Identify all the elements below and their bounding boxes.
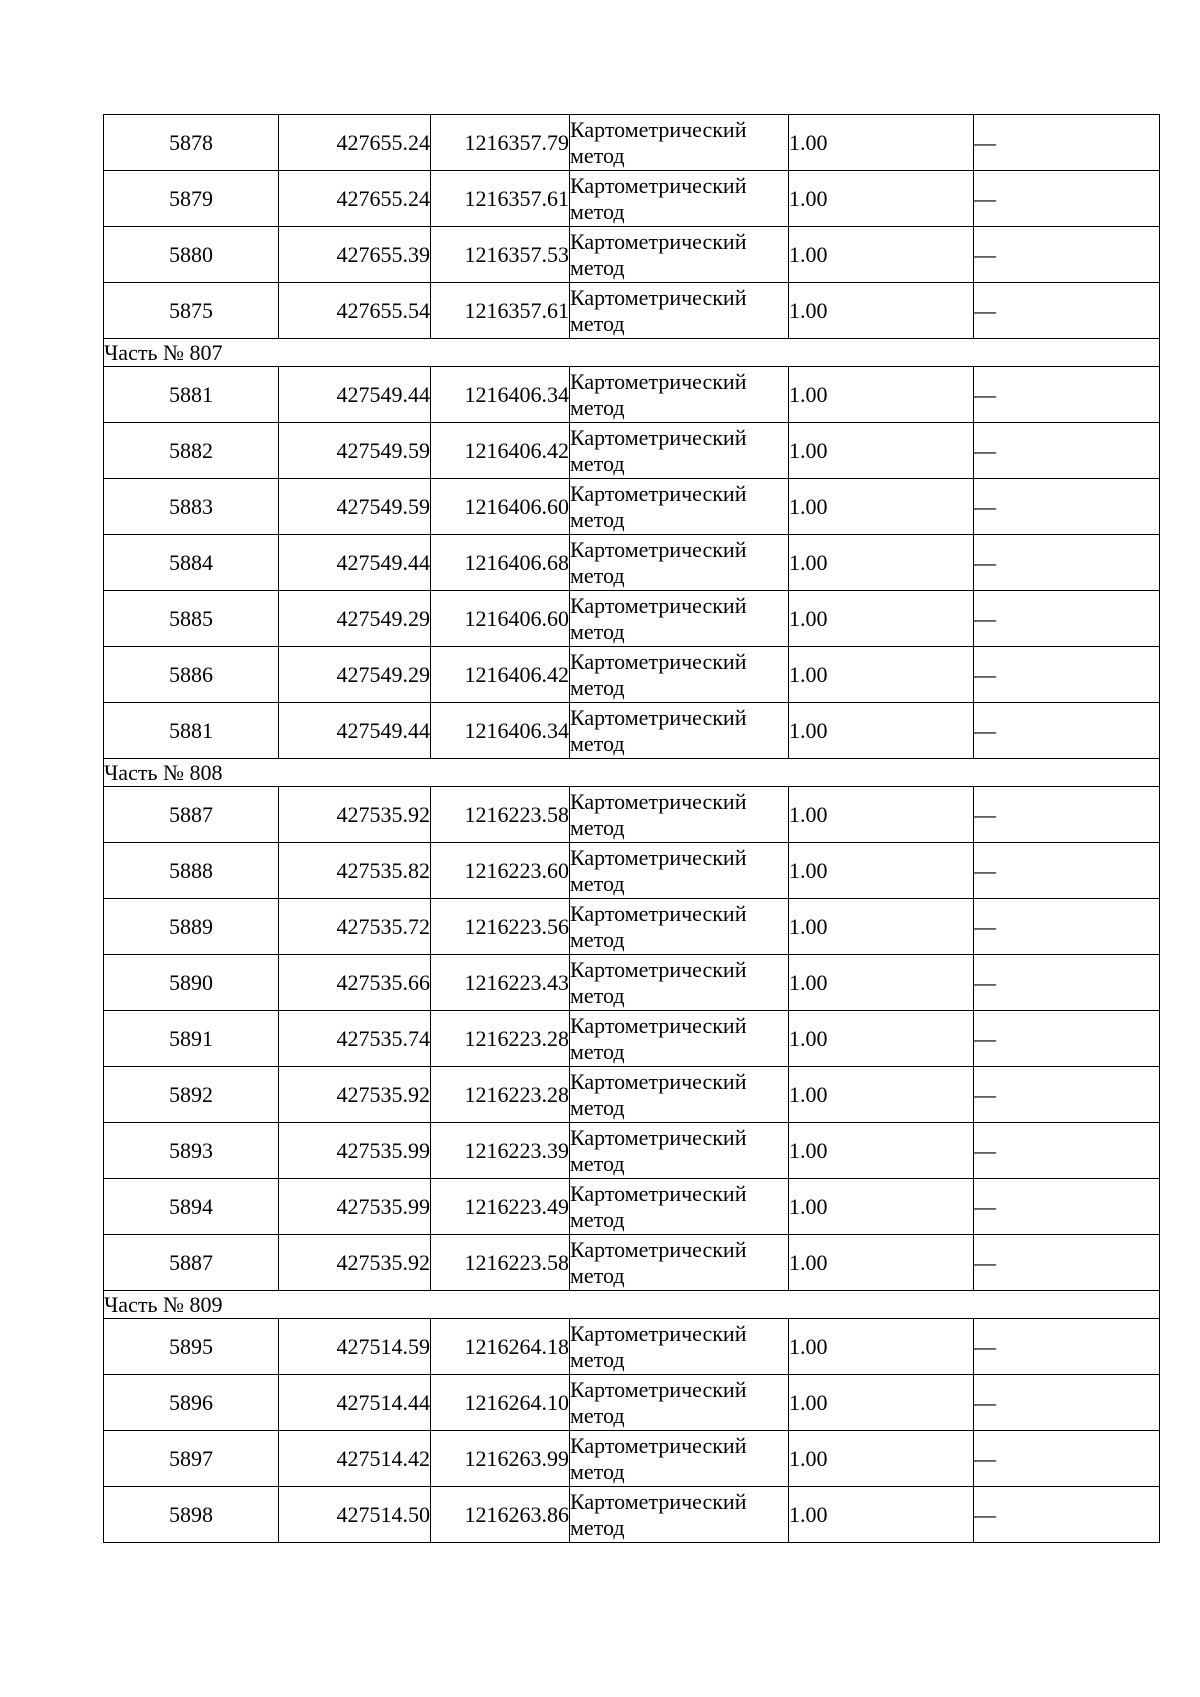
method-cell	[570, 843, 789, 899]
point-number-cell: 5896	[104, 1375, 279, 1431]
point-number-cell: 5889	[104, 899, 279, 955]
method-cell	[570, 227, 789, 283]
point-number-cell: 5878	[104, 115, 279, 171]
x-coordinate-cell: 427549.59	[279, 423, 431, 479]
accuracy-cell: 1.00	[789, 115, 974, 171]
x-coordinate-cell: 427655.24	[279, 115, 431, 171]
x-coordinate-cell: 427655.24	[279, 171, 431, 227]
method-line-2: метод	[570, 870, 625, 896]
method-line-1: Картометрический	[570, 1488, 747, 1514]
method-line-1: Картометрический	[570, 116, 747, 142]
accuracy-cell: 1.00	[789, 283, 974, 339]
accuracy-cell: 1.00	[789, 1487, 974, 1543]
method-line-2: метод	[570, 814, 625, 840]
x-coordinate-cell: 427514.44	[279, 1375, 431, 1431]
table-row	[104, 1431, 1160, 1487]
y-coordinate-cell: 1216223.60	[431, 843, 570, 899]
method-line-1: Картометрический	[570, 1432, 747, 1458]
point-number-cell: 5883	[104, 479, 279, 535]
x-coordinate-cell: 427535.74	[279, 1011, 431, 1067]
method-line-1: Картометрический	[570, 228, 747, 254]
method-cell	[570, 1431, 789, 1487]
table-row	[104, 1487, 1160, 1543]
method-line-2: метод	[570, 198, 625, 224]
x-coordinate-cell: 427535.99	[279, 1179, 431, 1235]
x-coordinate-cell: 427535.92	[279, 787, 431, 843]
point-number-cell: 5892	[104, 1067, 279, 1123]
method-cell	[570, 1235, 789, 1291]
description-cell: —	[974, 955, 1160, 1011]
method-line-2: метод	[570, 1150, 625, 1176]
method-line-2: метод	[570, 450, 625, 476]
accuracy-cell: 1.00	[789, 955, 974, 1011]
method-line-1: Картометрический	[570, 368, 747, 394]
y-coordinate-cell: 1216406.34	[431, 367, 570, 423]
point-number-cell: 5886	[104, 647, 279, 703]
y-coordinate-cell: 1216263.99	[431, 1431, 570, 1487]
description-cell: —	[974, 479, 1160, 535]
method-line-1: Картометрический	[570, 648, 747, 674]
x-coordinate-cell: 427514.42	[279, 1431, 431, 1487]
accuracy-cell: 1.00	[789, 1011, 974, 1067]
point-number-cell: 5880	[104, 227, 279, 283]
y-coordinate-cell: 1216223.56	[431, 899, 570, 955]
method-cell	[570, 955, 789, 1011]
point-number-cell: 5881	[104, 367, 279, 423]
accuracy-cell: 1.00	[789, 1123, 974, 1179]
method-cell	[570, 423, 789, 479]
point-number-cell: 5888	[104, 843, 279, 899]
method-line-2: метод	[570, 1346, 625, 1372]
method-cell	[570, 367, 789, 423]
accuracy-cell: 1.00	[789, 227, 974, 283]
x-coordinate-cell: 427549.29	[279, 591, 431, 647]
table-row	[104, 227, 1160, 283]
x-coordinate-cell: 427535.72	[279, 899, 431, 955]
description-cell: —	[974, 1487, 1160, 1543]
accuracy-cell: 1.00	[789, 591, 974, 647]
method-cell	[570, 1179, 789, 1235]
table-row	[104, 703, 1160, 759]
method-line-1: Картометрический	[570, 1012, 747, 1038]
method-line-1: Картометрический	[570, 172, 747, 198]
table-row	[104, 1375, 1160, 1431]
part-header-row	[104, 759, 1160, 787]
accuracy-cell: 1.00	[789, 1067, 974, 1123]
table-row	[104, 1319, 1160, 1375]
method-line-1: Картометрический	[570, 1180, 747, 1206]
method-line-1: Картометрический	[570, 1068, 747, 1094]
accuracy-cell: 1.00	[789, 647, 974, 703]
x-coordinate-cell: 427535.92	[279, 1235, 431, 1291]
description-cell: —	[974, 647, 1160, 703]
point-number-cell: 5882	[104, 423, 279, 479]
point-number-cell: 5891	[104, 1011, 279, 1067]
point-number-cell: 5885	[104, 591, 279, 647]
y-coordinate-cell: 1216406.68	[431, 535, 570, 591]
description-cell: —	[974, 367, 1160, 423]
description-cell: —	[974, 1067, 1160, 1123]
description-cell: —	[974, 787, 1160, 843]
table-row	[104, 955, 1160, 1011]
x-coordinate-cell: 427549.59	[279, 479, 431, 535]
x-coordinate-cell: 427549.29	[279, 647, 431, 703]
method-line-1: Картометрический	[570, 1236, 747, 1262]
method-line-1: Картометрический	[570, 424, 747, 450]
table-row	[104, 479, 1160, 535]
y-coordinate-cell: 1216264.10	[431, 1375, 570, 1431]
x-coordinate-cell: 427535.92	[279, 1067, 431, 1123]
method-line-2: метод	[570, 926, 625, 952]
method-line-2: метод	[570, 1094, 625, 1120]
accuracy-cell: 1.00	[789, 899, 974, 955]
method-line-2: метод	[570, 674, 625, 700]
accuracy-cell: 1.00	[789, 1375, 974, 1431]
accuracy-cell: 1.00	[789, 1235, 974, 1291]
method-line-1: Картометрический	[570, 536, 747, 562]
x-coordinate-cell: 427549.44	[279, 535, 431, 591]
x-coordinate-cell: 427535.99	[279, 1123, 431, 1179]
method-cell	[570, 171, 789, 227]
method-line-2: метод	[570, 142, 625, 168]
method-line-1: Картометрический	[570, 900, 747, 926]
y-coordinate-cell: 1216406.60	[431, 591, 570, 647]
table-row	[104, 423, 1160, 479]
method-line-2: метод	[570, 506, 625, 532]
description-cell: —	[974, 591, 1160, 647]
y-coordinate-cell: 1216263.86	[431, 1487, 570, 1543]
y-coordinate-cell: 1216223.49	[431, 1179, 570, 1235]
accuracy-cell: 1.00	[789, 423, 974, 479]
point-number-cell: 5893	[104, 1123, 279, 1179]
accuracy-cell: 1.00	[789, 171, 974, 227]
point-number-cell: 5890	[104, 955, 279, 1011]
method-line-2: метод	[570, 1402, 625, 1428]
method-line-1: Картометрический	[570, 1124, 747, 1150]
y-coordinate-cell: 1216406.60	[431, 479, 570, 535]
description-cell: —	[974, 1123, 1160, 1179]
method-cell	[570, 647, 789, 703]
y-coordinate-cell: 1216264.18	[431, 1319, 570, 1375]
point-number-cell: 5898	[104, 1487, 279, 1543]
accuracy-cell: 1.00	[789, 367, 974, 423]
y-coordinate-cell: 1216406.34	[431, 703, 570, 759]
method-cell	[570, 1011, 789, 1067]
description-cell: —	[974, 703, 1160, 759]
y-coordinate-cell: 1216223.28	[431, 1067, 570, 1123]
method-line-2: метод	[570, 982, 625, 1008]
method-cell	[570, 1123, 789, 1179]
description-cell: —	[974, 423, 1160, 479]
y-coordinate-cell: 1216223.39	[431, 1123, 570, 1179]
method-cell	[570, 115, 789, 171]
table-row	[104, 1235, 1160, 1291]
table-row	[104, 843, 1160, 899]
method-cell	[570, 899, 789, 955]
point-number-cell: 5875	[104, 283, 279, 339]
table-row	[104, 591, 1160, 647]
table-row	[104, 1067, 1160, 1123]
coordinates-table	[103, 114, 1160, 1543]
description-cell: —	[974, 1179, 1160, 1235]
x-coordinate-cell: 427535.82	[279, 843, 431, 899]
x-coordinate-cell: 427535.66	[279, 955, 431, 1011]
part-header-row	[104, 1291, 1160, 1319]
part-header-row	[104, 339, 1160, 367]
point-number-cell: 5881	[104, 703, 279, 759]
y-coordinate-cell: 1216223.28	[431, 1011, 570, 1067]
point-number-cell: 5879	[104, 171, 279, 227]
table-row	[104, 787, 1160, 843]
method-line-1: Картометрический	[570, 1320, 747, 1346]
table-row	[104, 283, 1160, 339]
y-coordinate-cell: 1216223.58	[431, 1235, 570, 1291]
x-coordinate-cell: 427514.50	[279, 1487, 431, 1543]
y-coordinate-cell: 1216406.42	[431, 647, 570, 703]
method-cell	[570, 1067, 789, 1123]
method-cell	[570, 1319, 789, 1375]
method-line-1: Картометрический	[570, 480, 747, 506]
x-coordinate-cell: 427655.39	[279, 227, 431, 283]
y-coordinate-cell: 1216223.58	[431, 787, 570, 843]
table-row	[104, 535, 1160, 591]
table-row	[104, 1179, 1160, 1235]
method-line-2: метод	[570, 1262, 625, 1288]
y-coordinate-cell: 1216357.79	[431, 115, 570, 171]
accuracy-cell: 1.00	[789, 1431, 974, 1487]
y-coordinate-cell: 1216357.61	[431, 171, 570, 227]
method-cell	[570, 1375, 789, 1431]
description-cell: —	[974, 1431, 1160, 1487]
accuracy-cell: 1.00	[789, 1179, 974, 1235]
point-number-cell: 5884	[104, 535, 279, 591]
y-coordinate-cell: 1216223.43	[431, 955, 570, 1011]
x-coordinate-cell: 427655.54	[279, 283, 431, 339]
method-line-1: Картометрический	[570, 956, 747, 982]
method-line-2: метод	[570, 1038, 625, 1064]
method-line-1: Картометрический	[570, 1376, 747, 1402]
y-coordinate-cell: 1216357.61	[431, 283, 570, 339]
description-cell: —	[974, 1235, 1160, 1291]
method-line-1: Картометрический	[570, 704, 747, 730]
method-line-2: метод	[570, 1206, 625, 1232]
method-cell	[570, 1487, 789, 1543]
method-cell	[570, 787, 789, 843]
method-line-2: метод	[570, 1514, 625, 1540]
x-coordinate-cell: 427549.44	[279, 703, 431, 759]
accuracy-cell: 1.00	[789, 703, 974, 759]
table-row	[104, 171, 1160, 227]
table-row	[104, 647, 1160, 703]
description-cell: —	[974, 171, 1160, 227]
point-number-cell: 5894	[104, 1179, 279, 1235]
part-label: Часть № 807	[104, 339, 1160, 367]
description-cell: —	[974, 899, 1160, 955]
accuracy-cell: 1.00	[789, 535, 974, 591]
table-row	[104, 1123, 1160, 1179]
coordinates-table-body	[104, 115, 1160, 1543]
description-cell: —	[974, 227, 1160, 283]
accuracy-cell: 1.00	[789, 479, 974, 535]
method-cell	[570, 703, 789, 759]
method-line-1: Картометрический	[570, 284, 747, 310]
method-line-1: Картометрический	[570, 844, 747, 870]
table-row	[104, 1011, 1160, 1067]
description-cell: —	[974, 115, 1160, 171]
description-cell: —	[974, 1375, 1160, 1431]
method-cell	[570, 283, 789, 339]
y-coordinate-cell: 1216357.53	[431, 227, 570, 283]
description-cell: —	[974, 283, 1160, 339]
method-line-1: Картометрический	[570, 592, 747, 618]
method-line-2: метод	[570, 394, 625, 420]
point-number-cell: 5887	[104, 1235, 279, 1291]
method-line-2: метод	[570, 618, 625, 644]
point-number-cell: 5895	[104, 1319, 279, 1375]
y-coordinate-cell: 1216406.42	[431, 423, 570, 479]
method-line-2: метод	[570, 730, 625, 756]
table-row	[104, 367, 1160, 423]
accuracy-cell: 1.00	[789, 787, 974, 843]
method-cell	[570, 479, 789, 535]
method-line-2: метод	[570, 562, 625, 588]
table-row	[104, 899, 1160, 955]
x-coordinate-cell: 427514.59	[279, 1319, 431, 1375]
method-line-1: Картометрический	[570, 788, 747, 814]
description-cell: —	[974, 535, 1160, 591]
table-row	[104, 115, 1160, 171]
description-cell: —	[974, 1011, 1160, 1067]
method-cell	[570, 591, 789, 647]
method-line-2: метод	[570, 1458, 625, 1484]
method-cell	[570, 535, 789, 591]
point-number-cell: 5887	[104, 787, 279, 843]
method-line-2: метод	[570, 254, 625, 280]
description-cell: —	[974, 843, 1160, 899]
part-label: Часть № 808	[104, 759, 1160, 787]
part-label: Часть № 809	[104, 1291, 1160, 1319]
description-cell: —	[974, 1319, 1160, 1375]
x-coordinate-cell: 427549.44	[279, 367, 431, 423]
accuracy-cell: 1.00	[789, 1319, 974, 1375]
accuracy-cell: 1.00	[789, 843, 974, 899]
point-number-cell: 5897	[104, 1431, 279, 1487]
method-line-2: метод	[570, 310, 625, 336]
